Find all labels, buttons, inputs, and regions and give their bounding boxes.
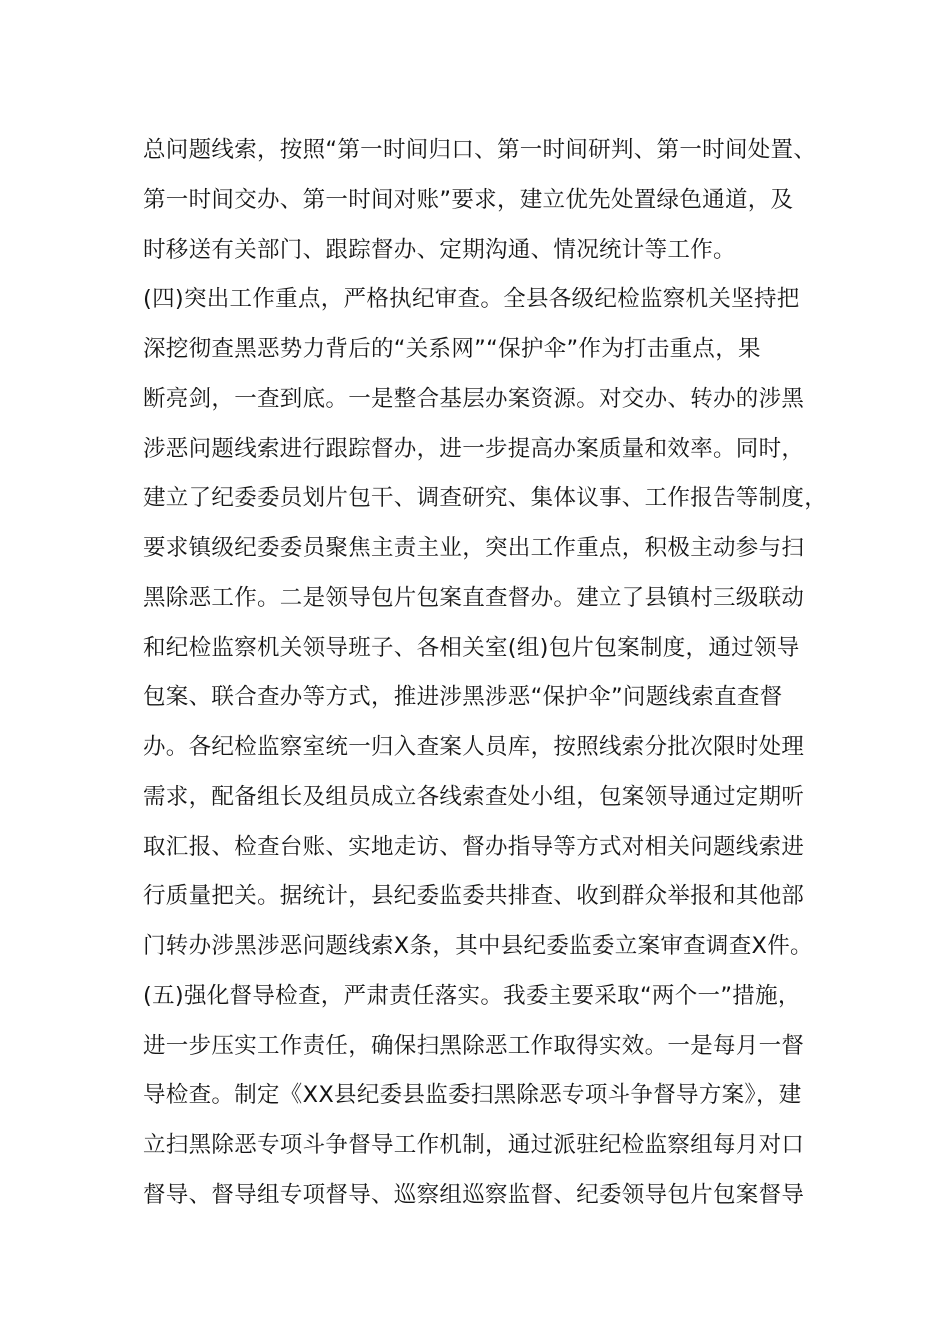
- text-line: 时移送有关部门、跟踪督办、定期沟通、情况统计等工作。: [143, 236, 736, 263]
- text-line: 需求，配备组长及组员成立各线索查处小组，包案领导通过定期听: [143, 783, 805, 810]
- text-line: 办。各纪检监察室统一归入查案人员库，按照线索分批次限时处理: [143, 734, 805, 760]
- text-line: 建立了纪委委员划片包干、调查研究、集体议事、工作报告等制度，: [143, 485, 828, 512]
- text-line: 总问题线索，按照“第一时间归口、第一时间研判、第一时间处置、: [143, 137, 817, 163]
- text-line: 黑除恶工作。二是领导包片包案直查督办。建立了县镇村三级联动: [143, 584, 805, 611]
- text-line: 立扫黑除恶专项斗争督导工作机制，通过派驻纪检监察组每月对口: [143, 1132, 805, 1158]
- document-body: [143, 126, 833, 1221]
- text-line: 督导、督导组专项督导、巡察组巡察监督、纪委领导包片包案督导: [143, 1181, 805, 1208]
- text-line: 涉恶问题线索进行跟踪督办，进一步提高办案质量和效率。同时，: [143, 435, 805, 462]
- text-line: 要求镇级纪委委员聚焦主责主业，突出工作重点，积极主动参与扫: [143, 535, 805, 561]
- text-line: 门转办涉黑涉恶问题线索X条，其中县纪委监委立案审查调查X件。: [143, 933, 813, 959]
- text-line: 行质量把关。据统计，县纪委监委共排查、收到群众举报和其他部: [143, 883, 805, 910]
- text-line: 和纪检监察机关领导班子、各相关室(组)包片包案制度，通过领导: [143, 634, 800, 661]
- section-heading-5: (五)强化督导检查，严肃责任落实。我委主要采取“两个一”措施，: [143, 982, 801, 1009]
- section-heading-4: (四)突出工作重点，严格执纪审查。全县各级纪检监察机关坚持把: [143, 286, 800, 313]
- text-line: 进一步压实工作责任，确保扫黑除恶工作取得实效。一是每月一督: [143, 1032, 805, 1059]
- text-line: 取汇报、检查台账、实地走访、督办指导等方式对相关问题线索进: [143, 833, 805, 860]
- text-line: 第一时间交办、第一时间对账”要求，建立优先处置绿色通道，及: [143, 186, 794, 213]
- text-line: 深挖彻查黑恶势力背后的“关系网”“保护伞”作为打击重点，果: [143, 336, 761, 362]
- text-line: 断亮剑，一查到底。一是整合基层办案资源。对交办、转办的涉黑: [143, 385, 805, 412]
- text-line: 包案、联合查办等方式，推进涉黑涉恶“保护伞”问题线索直查督: [143, 684, 783, 711]
- text-line: 导检查。制定《XX县纪委县监委扫黑除恶专项斗争督导方案》，建: [143, 1082, 802, 1109]
